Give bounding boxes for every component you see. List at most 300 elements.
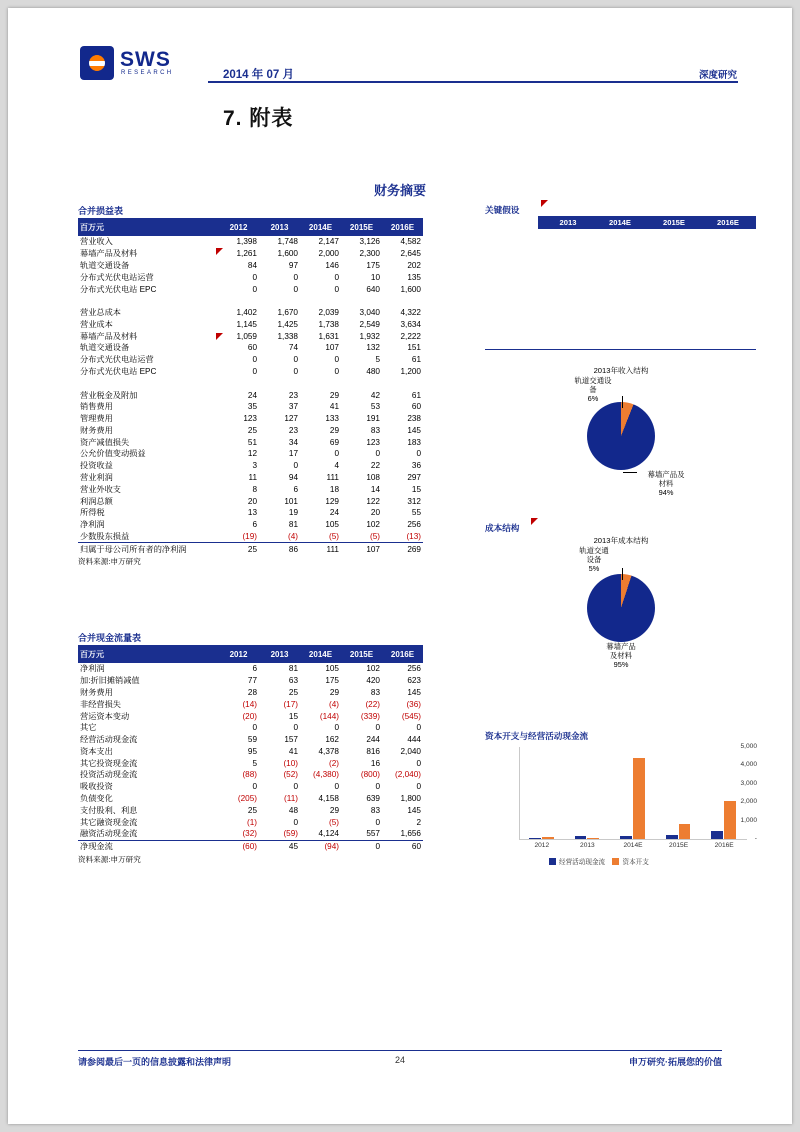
- row-label: 幕墙产品及材料: [80, 249, 138, 259]
- cost-pie-title: 2013年成本结构: [593, 536, 649, 545]
- table-cell: 12: [247, 449, 257, 459]
- table-row: [78, 698, 423, 710]
- row-label: 支付股利、利息: [80, 805, 138, 815]
- chart-y-tick: 2,000: [740, 798, 757, 806]
- table-cell: 3,040: [359, 308, 380, 318]
- table-cell: 61: [411, 390, 421, 400]
- chart-y-tick: -: [754, 835, 757, 842]
- table-cell: 20: [370, 508, 380, 518]
- table-cell: 129: [325, 496, 339, 506]
- table-row: [78, 769, 423, 781]
- table-cell: 102: [366, 520, 380, 530]
- col-header: 2016E: [382, 219, 423, 236]
- table-cell: 105: [325, 520, 339, 530]
- table-cell: (800): [360, 770, 380, 780]
- table-cell: 4,158: [318, 793, 339, 803]
- table-cell: 0: [334, 782, 339, 792]
- footer-disclaimer: 请参阅最后一页的信息披露和法律声明: [78, 1057, 232, 1067]
- table-cell: 202: [407, 260, 421, 270]
- chart-legend: [549, 856, 649, 866]
- row-label: 资产减值损失: [80, 437, 130, 447]
- table-cell: 269: [407, 544, 421, 554]
- table-cell: 83: [370, 425, 380, 435]
- table-cell: 83: [370, 805, 380, 815]
- table-row: [78, 401, 423, 413]
- table-cell: (11): [284, 793, 298, 803]
- table-row: [78, 295, 423, 307]
- table-cell: 25: [247, 805, 257, 815]
- table-cell: (94): [324, 842, 339, 852]
- table-cell: 0: [252, 284, 257, 294]
- table-cell: 0: [293, 272, 298, 282]
- table-cell: 145: [407, 425, 421, 435]
- table-cell: 24: [247, 390, 257, 400]
- table-cell: 94: [288, 473, 298, 483]
- header-date: 2014 年 07 月: [223, 69, 294, 81]
- table-cell: 81: [288, 664, 298, 674]
- table-cell: 0: [416, 449, 421, 459]
- chart-bar: [679, 824, 691, 839]
- table-row: [78, 840, 423, 852]
- table-row: [78, 828, 423, 840]
- table-row: [78, 804, 423, 816]
- row-label: 分布式光伏电站运营: [80, 355, 154, 365]
- table-cell: 640: [366, 284, 380, 294]
- table-cell: 444: [407, 735, 421, 745]
- table-cell: 4,124: [318, 829, 339, 839]
- table-cell: 0: [416, 782, 421, 792]
- table-row: [78, 342, 423, 354]
- chart-bar: [529, 838, 541, 839]
- table-row: [78, 507, 423, 519]
- table-cell: 0: [375, 723, 380, 733]
- revenue-pie-slice2-label: 幕墙产品及 材料 94%: [647, 470, 685, 497]
- table-cell: 81: [288, 520, 298, 530]
- table-row: [78, 543, 423, 555]
- key-assumptions-body: [485, 229, 756, 350]
- table-cell: 11: [248, 473, 257, 483]
- table-cell: 175: [366, 260, 380, 270]
- logo-wordmark: SWS: [120, 48, 171, 71]
- table-cell: 29: [329, 390, 339, 400]
- key-assumptions-header: [538, 216, 756, 229]
- table-cell: 2,222: [400, 331, 421, 341]
- row-label: [78, 377, 218, 389]
- table-cell: 29: [329, 805, 339, 815]
- table-cell: 132: [366, 343, 380, 353]
- table-cell: 63: [288, 676, 298, 686]
- table-cell: 111: [326, 544, 339, 554]
- table-cell: 2,645: [400, 249, 421, 259]
- row-label: 净现金流: [80, 842, 113, 852]
- table-cell: 20: [247, 496, 257, 506]
- table-cell: 84: [247, 260, 257, 270]
- table-cell: 183: [407, 437, 421, 447]
- table-cell: 3: [252, 461, 257, 471]
- row-label: 分布式光伏电站运营: [80, 272, 154, 282]
- chart-bar: [711, 831, 723, 839]
- table-cell: 312: [407, 496, 421, 506]
- income-statement-table: [78, 219, 423, 555]
- table-cell: 4,322: [400, 308, 421, 318]
- row-label: 净利润: [80, 520, 105, 530]
- table-cell: [382, 377, 423, 389]
- table-cell: 34: [288, 437, 298, 447]
- row-label: 负债变化: [80, 793, 113, 803]
- table-cell: 60: [411, 842, 421, 852]
- table-cell: (20): [242, 711, 257, 721]
- table-cell: 14: [370, 484, 380, 494]
- col-header: 百万元: [78, 219, 218, 236]
- table-cell: 0: [252, 782, 257, 792]
- chart-x-tick: 2015E: [669, 842, 689, 849]
- table-row: [78, 663, 423, 675]
- table-row: [78, 318, 423, 330]
- table-row: [78, 248, 423, 260]
- table-cell: 123: [366, 437, 380, 447]
- chart-y-tick: 5,000: [740, 743, 757, 750]
- table-cell: 0: [293, 782, 298, 792]
- col-header: 2015E: [341, 219, 382, 236]
- annotation-flag-icon: [531, 518, 538, 525]
- table-row: [78, 519, 423, 531]
- table-header-row: [78, 646, 423, 663]
- table-row: [78, 531, 423, 543]
- table-cell: 0: [334, 449, 339, 459]
- table-cell: (2,040): [395, 770, 421, 780]
- table-cell: 0: [334, 366, 339, 376]
- cost-structure-label: 成本结构: [485, 523, 520, 533]
- table-cell: 0: [293, 817, 298, 827]
- table-cell: (4,380): [313, 770, 339, 780]
- table-cell: 69: [329, 437, 339, 447]
- table-row: [78, 413, 423, 425]
- chart-bar: [575, 836, 587, 839]
- table-cell: 15: [288, 711, 298, 721]
- table-cell: 55: [411, 508, 421, 518]
- table-cell: 22: [370, 461, 380, 471]
- legend-item: 经营活动现金流: [549, 859, 605, 866]
- revenue-structure-chart: [485, 366, 757, 506]
- revenue-pie-leader: [622, 396, 623, 408]
- table-cell: 0: [252, 272, 257, 282]
- table-cell: [218, 295, 259, 307]
- row-label: 销售费用: [80, 402, 113, 412]
- table-row: [78, 307, 423, 319]
- chart-x-tick: 2013: [580, 842, 595, 849]
- table-cell: (339): [360, 711, 380, 721]
- capex-chart-title: 资本开支与经营活动现金流: [485, 731, 589, 741]
- table-cell: 2,549: [359, 319, 380, 329]
- table-cell: (17): [283, 699, 298, 709]
- page-header: [8, 8, 792, 88]
- row-label: [78, 295, 218, 307]
- table-cell: (5): [328, 531, 339, 541]
- chart-y-tick: 4,000: [740, 761, 757, 769]
- table-cell: 162: [325, 735, 339, 745]
- col-header: 2012: [218, 646, 259, 663]
- table-cell: [300, 377, 341, 389]
- table-row: [78, 675, 423, 687]
- table-cell: 256: [407, 664, 421, 674]
- annotation-flag-icon: [216, 333, 223, 340]
- table-cell: 60: [247, 343, 257, 353]
- table-cell: 107: [325, 343, 339, 353]
- income-statement-caption: 合并损益表: [78, 204, 423, 219]
- table-cell: 1,631: [318, 331, 339, 341]
- table-cell: 3,634: [400, 319, 421, 329]
- table-cell: 623: [407, 676, 421, 686]
- chart-bar: [587, 838, 599, 839]
- col-header: 百万元: [78, 646, 218, 663]
- table-cell: 6: [252, 520, 257, 530]
- table-cell: 4,378: [318, 746, 339, 756]
- row-label: 轨道交通设备: [80, 260, 130, 270]
- table-cell: 13: [247, 508, 257, 518]
- table-row: [78, 366, 423, 378]
- footer-slogan: 申万研究·拓展您的价值: [629, 1057, 722, 1067]
- chart-bar: [633, 758, 645, 839]
- table-cell: 0: [375, 842, 380, 852]
- table-cell: (59): [283, 829, 298, 839]
- table-cell: 123: [243, 414, 257, 424]
- key-assumptions-label: 关键假设: [485, 205, 520, 215]
- table-cell: 16: [370, 758, 380, 768]
- table-cell: 5: [375, 355, 380, 365]
- col-header: 2014E: [300, 646, 341, 663]
- table-cell: 5: [252, 758, 257, 768]
- chart-y-tick: 3,000: [740, 779, 757, 787]
- row-label: 投资收益: [80, 461, 113, 471]
- table-cell: (144): [319, 711, 339, 721]
- table-cell: 1,738: [318, 319, 339, 329]
- chart-x-tick: 2014E: [623, 842, 643, 849]
- cost-pie-graphic: [587, 574, 655, 642]
- table-cell: 0: [334, 272, 339, 282]
- table-cell: 420: [366, 676, 380, 686]
- table-cell: 105: [325, 664, 339, 674]
- row-label: 轨道交通设备: [80, 343, 130, 353]
- table-row: [78, 734, 423, 746]
- table-cell: 19: [288, 508, 298, 518]
- row-label: 其它投资现金流: [80, 758, 138, 768]
- table-cell: 0: [293, 723, 298, 733]
- table-cell: (32): [242, 829, 257, 839]
- table-cell: [259, 377, 300, 389]
- income-statement-block: [78, 204, 423, 567]
- table-cell: 41: [329, 402, 339, 412]
- row-label: 吸收投资: [80, 782, 113, 792]
- table-cell: 59: [247, 735, 257, 745]
- report-page: [8, 8, 792, 1124]
- annotation-flag-icon: [541, 200, 548, 207]
- row-label: 公允价值变动损益: [80, 449, 146, 459]
- col-header: 2012: [218, 219, 259, 236]
- table-cell: 145: [407, 687, 421, 697]
- row-label: 资本支出: [80, 746, 113, 756]
- table-cell: (22): [365, 699, 380, 709]
- table-cell: 36: [411, 461, 421, 471]
- row-label: 营业税金及附加: [80, 390, 138, 400]
- table-cell: 48: [288, 805, 298, 815]
- table-cell: 4,582: [400, 237, 421, 247]
- table-cell: 133: [325, 414, 339, 424]
- table-cell: 1,425: [277, 319, 298, 329]
- table-row: [78, 236, 423, 248]
- col-header: 2014E: [609, 218, 631, 227]
- table-cell: 53: [370, 402, 380, 412]
- table-cell: 77: [247, 676, 257, 686]
- chart-bar: [666, 835, 678, 839]
- row-label: 净利润: [80, 664, 105, 674]
- table-cell: 15: [411, 484, 421, 494]
- footer-rule: [78, 1050, 722, 1051]
- annotation-flag-icon: [216, 248, 223, 255]
- col-header: 2013: [259, 646, 300, 663]
- col-header: 2014E: [300, 219, 341, 236]
- table-row: [78, 722, 423, 734]
- col-header: 2013: [259, 219, 300, 236]
- row-label: 财务费用: [80, 687, 113, 697]
- table-cell: 107: [366, 544, 380, 554]
- col-header: 2016E: [382, 646, 423, 663]
- table-cell: 8: [252, 484, 257, 494]
- table-cell: 10: [370, 272, 380, 282]
- revenue-pie-slice1-label: 轨道交通设 备 6%: [574, 376, 612, 403]
- row-label: 少数股东损益: [80, 531, 130, 541]
- table-cell: 25: [288, 687, 298, 697]
- table-cell: [382, 295, 423, 307]
- table-cell: 146: [325, 260, 339, 270]
- table-cell: (52): [283, 770, 298, 780]
- table-cell: 0: [293, 284, 298, 294]
- table-cell: 3,126: [359, 237, 380, 247]
- table-cell: [259, 295, 300, 307]
- row-label: 营业总成本: [80, 308, 121, 318]
- table-cell: 0: [252, 723, 257, 733]
- table-cell: 1,145: [236, 319, 257, 329]
- chart-bar: [542, 837, 554, 839]
- table-cell: 135: [407, 272, 421, 282]
- cashflow-statement-caption: 合并现金流量表: [78, 631, 423, 646]
- table-row: [78, 448, 423, 460]
- chart-bar: [620, 836, 632, 839]
- table-cell: 41: [288, 746, 298, 756]
- table-cell: 157: [284, 735, 298, 745]
- table-cell: 28: [247, 687, 257, 697]
- table-cell: [341, 377, 382, 389]
- table-cell: 61: [411, 355, 421, 365]
- table-cell: 35: [247, 402, 257, 412]
- col-header: 2015E: [341, 646, 382, 663]
- table-cell: (4): [328, 699, 339, 709]
- row-label: 幕墙产品及材料: [80, 331, 138, 341]
- table-row: [78, 483, 423, 495]
- table-cell: 145: [407, 805, 421, 815]
- table-row: [78, 377, 423, 389]
- row-label: 非经营损失: [80, 699, 121, 709]
- table-cell: 1,261: [236, 249, 257, 259]
- header-category: 深度研究: [698, 70, 737, 81]
- row-label: 财务费用: [80, 425, 113, 435]
- table-row: [78, 816, 423, 828]
- chart-x-axis: [519, 839, 747, 840]
- sws-logo: [80, 46, 180, 82]
- col-header: 2013: [559, 218, 577, 227]
- table-row: [78, 793, 423, 805]
- col-header: 2015E: [663, 218, 685, 227]
- table-cell: 101: [284, 496, 298, 506]
- table-cell: 1,059: [236, 331, 257, 341]
- table-cell: 557: [366, 829, 380, 839]
- table-cell: 0: [334, 284, 339, 294]
- row-label: 分布式光伏电站 EPC: [80, 366, 157, 376]
- cost-pie-leader: [622, 568, 623, 580]
- table-cell: 175: [325, 676, 339, 686]
- row-label: 其它融资现金流: [80, 817, 138, 827]
- revenue-pie-leader: [623, 472, 637, 473]
- revenue-pie-title: 2013年收入结构: [593, 366, 649, 375]
- table-cell: 2,000: [318, 249, 339, 259]
- table-cell: 23: [288, 390, 298, 400]
- table-cell: 1,402: [236, 308, 257, 318]
- row-label: 融资活动现金流: [80, 829, 138, 839]
- table-cell: 23: [288, 425, 298, 435]
- table-cell: 480: [366, 366, 380, 376]
- chart-y-tick: 1,000: [740, 816, 757, 824]
- chart-x-tick: 2016E: [714, 842, 734, 849]
- cost-pie-slice1-label: 轨道交通 设备 5%: [579, 546, 609, 573]
- table-cell: 0: [375, 817, 380, 827]
- table-row: [78, 271, 423, 283]
- table-cell: 238: [407, 414, 421, 424]
- table-cell: 1,338: [277, 331, 298, 341]
- table-cell: 127: [284, 414, 298, 424]
- table-cell: 1,656: [400, 829, 421, 839]
- chart-bar: [724, 801, 736, 839]
- table-cell: 111: [326, 473, 339, 483]
- page-title: 7. 附表: [223, 107, 294, 130]
- table-cell: 0: [334, 355, 339, 365]
- table-row: [78, 436, 423, 448]
- table-cell: 1,398: [236, 237, 257, 247]
- table-cell: 1,932: [359, 331, 380, 341]
- table-cell: 24: [329, 508, 339, 518]
- table-cell: 1,800: [400, 793, 421, 803]
- table-cell: 0: [252, 355, 257, 365]
- table-cell: 102: [366, 664, 380, 674]
- table-cell: 25: [247, 544, 257, 554]
- table-cell: 151: [407, 343, 421, 353]
- table-cell: 0: [293, 355, 298, 365]
- table-cell: 1,670: [277, 308, 298, 318]
- table-cell: 122: [366, 496, 380, 506]
- table-cell: [341, 295, 382, 307]
- table-cell: 297: [407, 473, 421, 483]
- table-cell: 74: [288, 343, 298, 353]
- cost-pie-slice2-label: 幕墙产品 及材料 95%: [606, 642, 636, 669]
- table-cell: 2,147: [318, 237, 339, 247]
- chart-x-tick: 2012: [534, 842, 550, 849]
- table-cell: 29: [329, 425, 339, 435]
- cashflow-statement-source: 资料来源:申万研究: [78, 854, 141, 864]
- table-cell: (1): [246, 817, 257, 827]
- legend-item: 资本开支: [612, 859, 648, 866]
- table-row: [78, 425, 423, 437]
- table-cell: 0: [293, 366, 298, 376]
- table-cell: 191: [366, 414, 380, 424]
- table-cell: 60: [411, 402, 421, 412]
